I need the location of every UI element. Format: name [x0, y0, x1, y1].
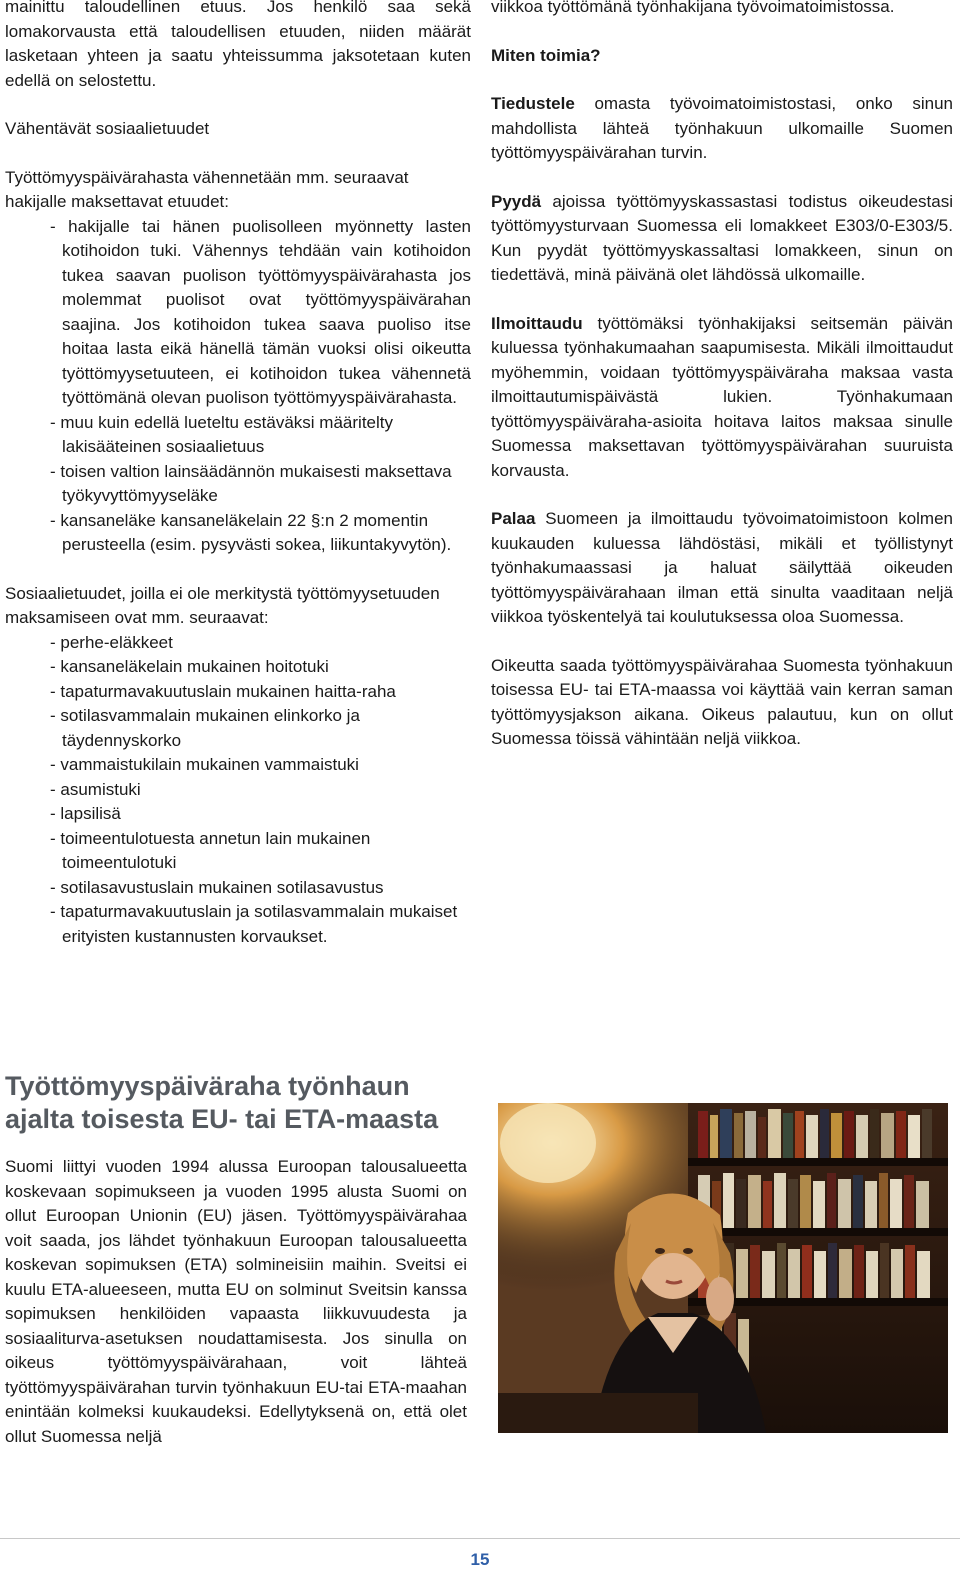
list-item: - toimeentulotuesta annetun lain mukainen toimeentulotuki — [50, 828, 371, 872]
list-item: - sotilasavustuslain mukainen sotilasavustus — [50, 877, 384, 897]
heading-how-to-act: Miten toimia? — [491, 45, 601, 65]
list-item: - kansaneläkelain mukainen hoitotuki — [50, 657, 329, 676]
list-item: - kansaneläke kansaneläkelain 22 §:n 2 momentin perusteella (esim. pysyvästi sokea, liikuntakyvytön). — [50, 510, 452, 554]
paragraph-request — [491, 190, 953, 288]
list-item: - vammaistukilain mukainen vammaistuki — [50, 755, 359, 774]
paragraph-continued: viikkoa työttömänä työnhakijana työvoimatoimistossa. — [491, 0, 895, 16]
list-item: - muu kuin edellä lueteltu estäväksi määritelty lakisääteinen sosiaalietuus — [50, 412, 393, 456]
lead-word: Pyydä — [491, 191, 542, 211]
paragraph-deductions-intro: Työttömyyspäivärahasta vähennetään mm. seuraavat hakijalle maksettavat etuudet: — [5, 167, 409, 211]
paragraph-return — [491, 507, 953, 630]
list-item: - asumistuki — [50, 779, 141, 799]
non-affecting-list — [5, 631, 471, 950]
paragraph-text: omasta työvoimatoimistostasi, onko sinun mahdollista lähteä työnhakuun ulkomaille Suomen työttömyyspäivärahan turvin. — [491, 94, 953, 162]
photo-illustration — [498, 1103, 948, 1433]
lead-word: Tiedustele — [491, 94, 575, 113]
paragraph-intro: mainittu taloudellinen etuus. Jos henkilö saa sekä lomakorvausta että taloudellisen etuuden, niiden määrät lasketaan yhteen ja saatu yhteissumma jaksotetaan kuten edellä on selostettu. — [5, 0, 471, 90]
paragraph-eu-eta: Suomi liittyi vuoden 1994 alussa Euroopan talousalueetta koskevaan sopimukseen ja vuoden 1995 alusta Suomi on ollut Euroopan Unionin (EU) jäsen. Työttömyyspäivärahaa voit saada, jos lähdet työnhakuun Euroopan talousalueetta koskevan sopimuksen (ETA) solmineisiin maihin. Sveitsi ei kuulu ETA-alueeseen, mutta EU on solminut Sveitsin kanssa sopimuksen henkilöiden vapaasta liikkuvuudesta ja sosiaaliturva-asetuksen noudattamisesta. Jos sinulla on oikeus työttömyyspäivärahaan, voit lähteä työttömyyspäivärahan turvin työnhakuun EU-tai ETA-maahan enintään kolmeksi kuukaudeksi. Edellytyksenä on, että olet ollut Suomessa neljä — [5, 1157, 467, 1446]
subheading-deductions: Vähentävät sosiaalietuudet — [5, 119, 210, 138]
list-item: - lapsilisä — [50, 804, 121, 823]
left-column-top — [5, 0, 471, 949]
list-item: - toisen valtion lainsäädännön mukaisesti maksettava työkyvyttömyyseläke — [50, 461, 452, 505]
paragraph-text: ajoissa työttömyyskassastasi todistus oikeudestasi työttömyysturvaan Suomessa eli lomakkeet E303/0-E303/5. Kun pyydät työttömyyskassaltasi lomakkeen, sinun on tiedettävä, minä päivänä olet lähdössä ulkomaille. — [491, 191, 953, 284]
deductions-list — [5, 215, 471, 558]
woman-bookshelf-photo — [498, 1103, 948, 1433]
paragraph-inquire — [491, 92, 953, 166]
paragraph-text: Suomeen ja ilmoittaudu työvoimatoimistoon kolmen kuukauden kuluessa lähdöstäsi, mikäli et työllistynyt työnhakumaassasi ja haluat säilyttää oikeuden työttömyyspäivärahaan ilman että sinulta vaaditaan neljä viikkoa työskentelyä tai koulutuksessa oloa Suomessa. — [491, 509, 953, 626]
list-item: - hakijalle tai hänen puolisolleen myönnetty lasten kotihoidon tuki. Vähennys tehdään vain kotihoidon tukea saavan puolison työttömyyspäivärahasta jos molemmat puolisot ovat työttömyyspäivärahan saajina. Jos kotihoidon tukea saava puoliso itse hoitaa lasta eikä hänellä tämän vuoksi olisi oikeutta työttömyysetuuteen, ei kotihoidon tukea vähennetä työttömänä olevan puolison työttömyyspäivärahasta. — [50, 216, 471, 407]
right-column — [491, 0, 953, 752]
list-item: - tapaturmavakuutuslain mukainen haitta-raha — [50, 681, 396, 701]
left-column-bottom — [5, 1070, 467, 1449]
lead-word: Palaa — [491, 509, 536, 528]
lead-word: Ilmoittaudu — [491, 313, 583, 333]
section-heading: Työttömyyspäiväraha työnhaun ajalta toisesta EU- tai ETA-maasta — [5, 1071, 439, 1134]
page-number: 15 — [470, 1550, 490, 1569]
footer-rule — [0, 1538, 960, 1539]
paragraph-non-affecting: Sosiaalietuudet, joilla ei ole merkitystä työttömyysetuuden maksamiseen ovat mm. seuraavat: — [5, 583, 440, 627]
paragraph-right-once: Oikeutta saada työttömyyspäivärahaa Suomesta työnhakuun toisessa EU- tai ETA-maassa voi käyttää vain kerran saman työttömyysjakson aikana. Oikeus palautuu, kun on ollut Suomessa töissä vähintään neljä viikkoa. — [491, 655, 953, 748]
paragraph-register — [491, 312, 953, 484]
list-item: - tapaturmavakuutuslain ja sotilasvammalain mukaiset erityisten kustannusten korvaukset. — [50, 902, 458, 946]
paragraph-text: työttömäksi työnhakijaksi seitsemän päivän kuluessa työnhakumaahan saapumisesta. Mikäli ilmoittaudut myöhemmin, voidaan työttömyyspäiväraha maksaa vasta ilmoittautumispäivästä lukien. Työnhakumaan työttömyyspäiväraha-asioita hoitava laitos maksaa sinulle Suomessa maksettavan työttömyyspäivärahan suuruista korvausta. — [491, 313, 953, 480]
list-item: - sotilasvammalain mukainen elinkorko ja täydennyskorko — [50, 706, 360, 750]
list-item: - perhe-eläkkeet — [50, 632, 173, 652]
